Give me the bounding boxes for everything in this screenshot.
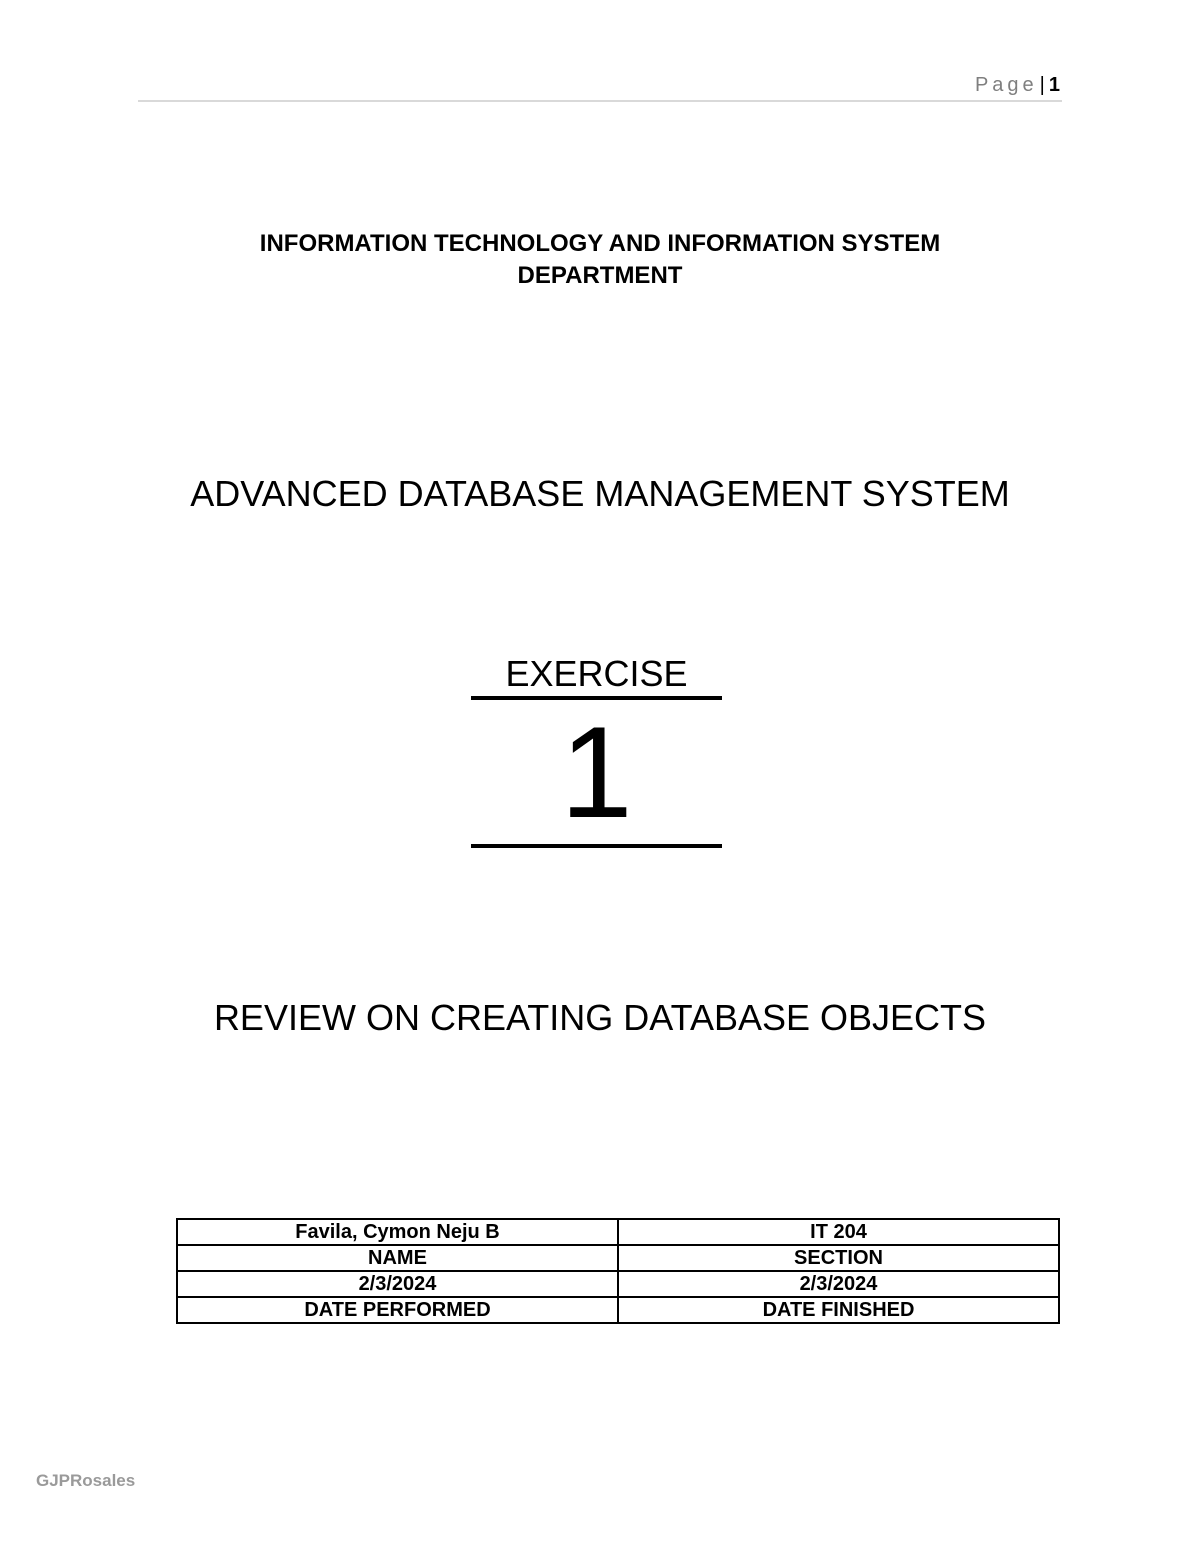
page-header [138,72,1062,102]
date-performed-label-cell: DATE PERFORMED [177,1297,618,1323]
topic-title: REVIEW ON CREATING DATABASE OBJECTS [213,997,987,1038]
exercise-label: EXERCISE [471,652,722,700]
exercise-number: 1 [471,700,722,848]
page-separator: | [1039,74,1045,96]
name-label-cell: NAME [177,1245,618,1271]
table-row [177,1219,1059,1245]
footer-credit: GJPRosales [36,1471,136,1490]
date-performed-value-cell: 2/3/2024 [177,1271,618,1297]
page-number: 1 [1048,74,1060,96]
course-title: ADVANCED DATABASE MANAGEMENT SYSTEM [190,473,1010,514]
date-finished-label-cell: DATE FINISHED [618,1297,1059,1323]
department-line-1: INFORMATION TECHNOLOGY AND INFORMATION SYSTEM [259,230,941,257]
page-label: Page [974,74,1038,96]
department-line-2: DEPARTMENT [517,262,683,289]
date-finished-value-cell: 2/3/2024 [618,1271,1059,1297]
department-heading [0,228,1200,292]
page-number-indicator [975,72,1060,98]
name-value-cell: Favila, Cymon Neju B [177,1219,618,1245]
table-row [177,1245,1059,1271]
table-row [177,1297,1059,1323]
table-row [177,1271,1059,1297]
section-label-cell: SECTION [618,1245,1059,1271]
student-info-table [176,1218,1060,1324]
section-value-cell: IT 204 [618,1219,1059,1245]
